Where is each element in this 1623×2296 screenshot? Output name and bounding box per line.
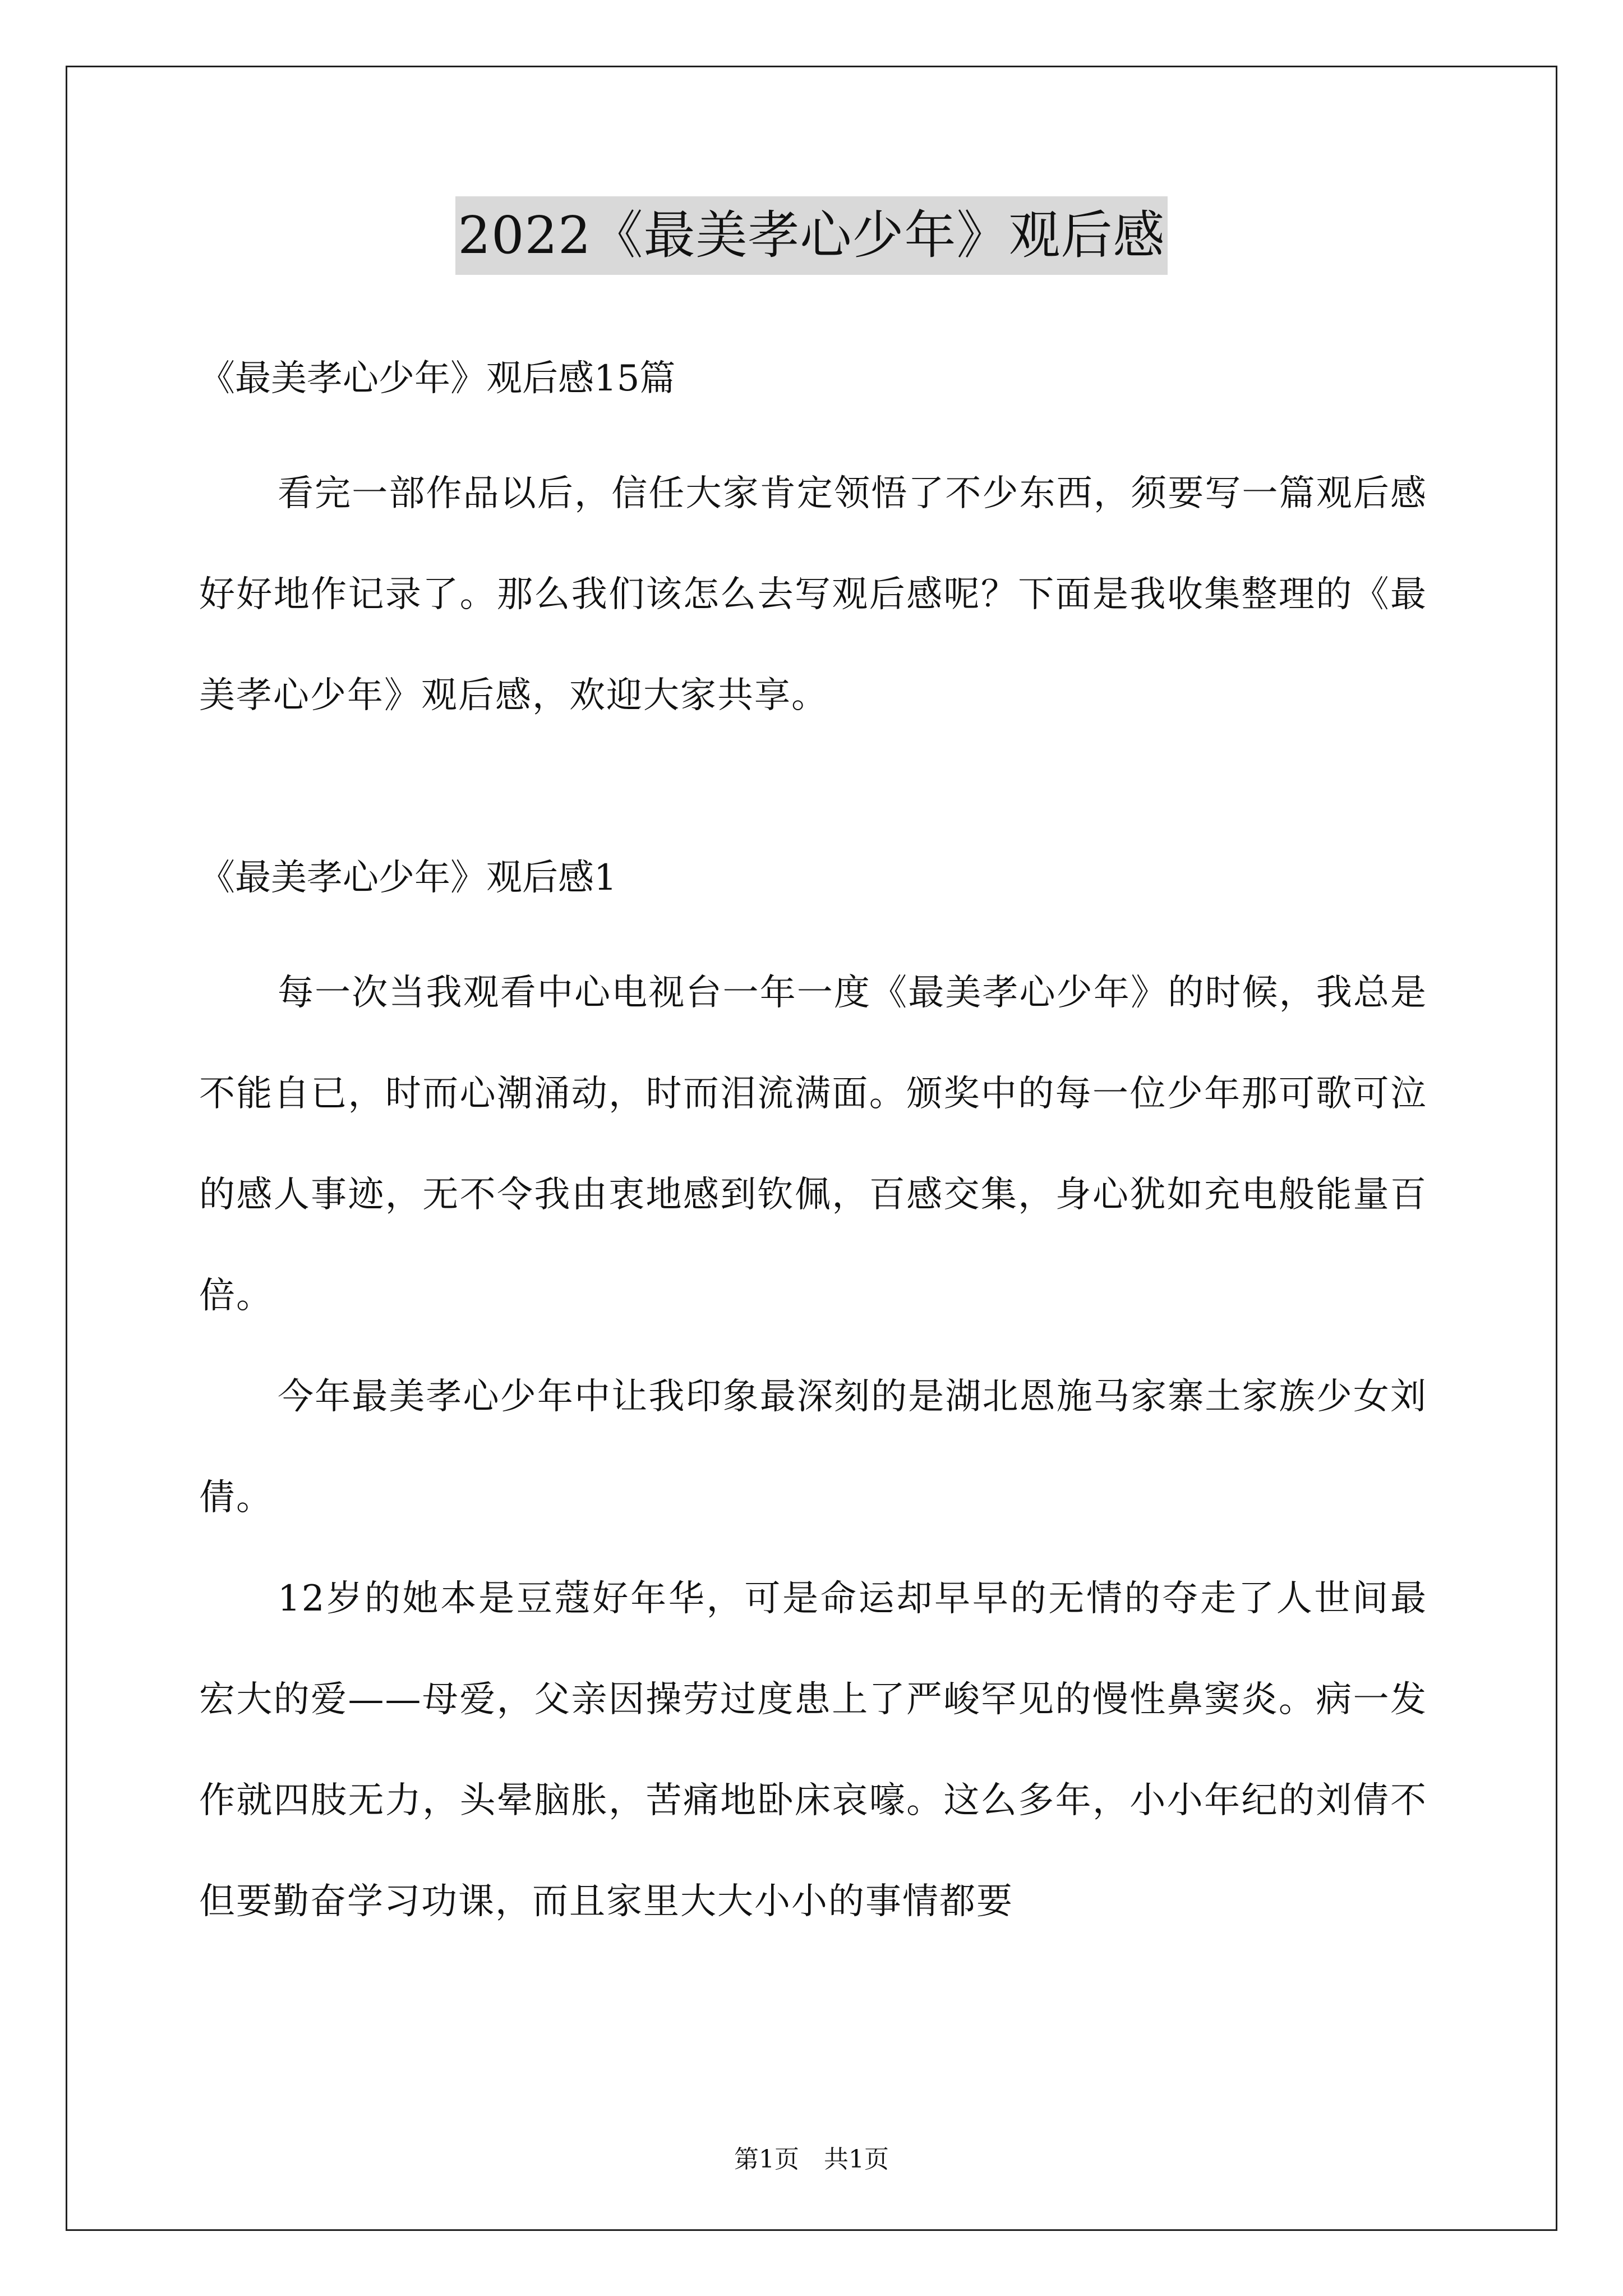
- document-body: [199, 337, 1427, 1952]
- body-paragraph: 今年最美孝心少年中让我印象最深刻的是湖北恩施马家寨土家族少女刘倩。: [199, 1376, 1427, 1519]
- section-heading: 《最美孝心少年》观后感1: [199, 857, 617, 899]
- title-container: [0, 196, 1623, 275]
- page-footer: 第1页 共1页: [734, 2145, 889, 2174]
- intro-paragraph: 看完一部作品以后，信任大家肯定领悟了不少东西，须要写一篇观后感好好地作记录了。那么我们该怎么去写观后感呢？下面是我收集整理的《最美孝心少年》观后感，欢迎大家共享。: [199, 473, 1427, 716]
- body-paragraph: 每一次当我观看中心电视台一年一度《最美孝心少年》的时候，我总是不能自已，时而心潮涌动，时而泪流满面。颁奖中的每一位少年那可歌可泣的感人事迹，无不令我由衷地感到钦佩，百感交集，身心犹如充电般能量百倍。: [199, 972, 1427, 1317]
- body-paragraph: 12岁的她本是豆蔻好年华，可是命运却早早的无情的夺走了人世间最宏大的爱——母爱，父亲因操劳过度患上了严峻罕见的慢性鼻窦炎。病一发作就四肢无力，头晕脑胀，苦痛地卧床哀嚎。这么多年，小小年纪的刘倩不但要勤奋学习功课，而且家里大大小小的事情都要: [199, 1578, 1427, 1922]
- document-subtitle: 《最美孝心少年》观后感15篇: [199, 358, 676, 399]
- document-title: 2022《最美孝心少年》观后感: [455, 196, 1167, 275]
